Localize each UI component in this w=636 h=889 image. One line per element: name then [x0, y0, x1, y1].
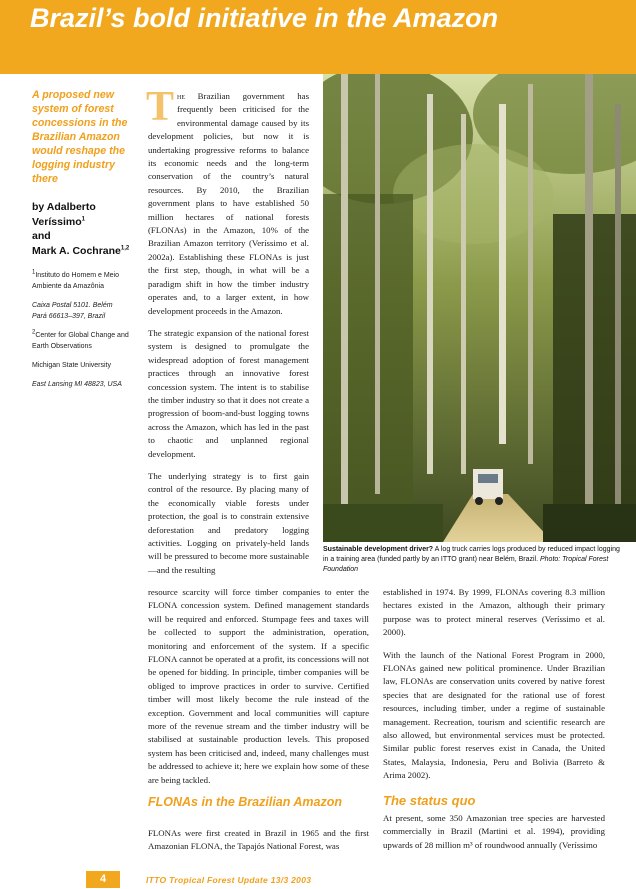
author-block: [32, 200, 142, 258]
affiliation-2-addr-text: East Lansing MI 48823, USA: [32, 381, 122, 388]
paragraph-2: The strategic expansion of the national forest system is designed to promulgate the widespread adoption of forest management practices through an innovative forest concession system. The intent is to stabilise the timber industry so that it does not create a progression of boom-and-bust logging towns across the Amazon, which has led in the past to chaotic and unplanned regional development.: [148, 327, 309, 459]
affiliation-2-org: [32, 330, 142, 352]
body-column-bottom-right: [383, 586, 605, 792]
running-footer: ITTO Tropical Forest Update 13/3 2003: [146, 875, 312, 885]
paragraph-3-continued: resource scarcity will force timber companies to enter the FLONA concession system. Defined management standards will be required and enforced. Stumpage fees and taxes will be collected to support the administration, operation, monitoring and enforcement of the system. If a specific FLONA cannot be operated at a profit, its concessions will not be opened for bidding. In principle, timber companies will be obliged to improve practices in order to survive. Certified timber will most likely become the rule instead of the exception. Government and local communities will capture more of the revenue stream and the timber industry will be stabilised at sustainable production levels. This proposed system has been criticised and, indeed, many challenges must be addressed to achieve it; here we explain how some of these are being tackled.: [148, 587, 369, 785]
body-column-bottom-right-2: [383, 812, 605, 861]
affiliation-2-sup: 2: [32, 329, 36, 336]
caption-text: A log truck carries logs produced by reduced impact logging in a training area (funded partly by an ITTO grant) near Belém, Brazil.: [323, 546, 620, 563]
paragraph-1-text: Brazilian government has frequently been criticised for the environmental damage caused by its development policies, but now it is undertaking progressive reforms to balance its economic needs and the long-term conservation of the country’s natural resources. By 2010, the Brazilian government plans to have established 50 million hectares of national forests (FLONAs) in the Amazon, 10% of the Brazilian Amazon territory (Veríssimo et al. 2002a). Establishing these FLONAs is just the first step, though, in what will be a paradigm shift in how the timber industry operates and, to a larger extent, in how development proceeds in the Amazon.: [148, 91, 309, 316]
author-and: and: [32, 230, 51, 242]
affiliation-1-sup: 1: [32, 269, 36, 276]
affiliation-2-org2: Michigan State University: [32, 362, 111, 369]
author-1: [32, 215, 142, 230]
page-number: 4: [86, 871, 120, 888]
affiliation-2: [32, 330, 142, 390]
paragraph-1: [146, 84, 309, 318]
author-1-name: Veríssimo: [32, 215, 82, 228]
author-2-name: Mark A. Cochrane: [32, 244, 121, 257]
photo-caption: [323, 545, 623, 575]
affiliation-1-org: [32, 270, 142, 292]
affiliation-1-addr2: [32, 311, 142, 322]
author-by-line: by Adalberto: [32, 201, 96, 213]
paragraph-3: The underlying strategy is to first gain control of the resource. By placing many of the economically viable forests under protection, the goal is to constrain extensive deforestation and predatory logging activities. Logging on privately-held lands will be pressured to become more sustainable—and the resulting: [148, 470, 309, 575]
caption-credit: Photo: Tropical Forest Foundation: [323, 556, 609, 573]
forest-photo-illustration: [323, 74, 636, 542]
affiliation-1-addr2-text: Pará 66613–397, Brazil: [32, 313, 106, 320]
paragraph-f1: FLONAs were first created in Brazil in 1965 and the first Amazonian FLONA, the Tapajós National Forest, was: [148, 828, 369, 852]
caption-title: Sustainable development driver?: [323, 546, 434, 553]
author-1-sup: 1: [81, 216, 85, 222]
affiliation-1-org-text: Instituto do Homem e Meio Ambiente da Amazônia: [32, 272, 119, 290]
forest-photo: [323, 74, 636, 542]
section-heading-status-quo: The status quo: [383, 793, 476, 808]
body-column-bottom-left: [148, 586, 369, 796]
paragraph-r1: established in 1974. By 1999, FLONAs covering 8.3 million hectares existed in the Amazon, although their primary purpose was to protect mineral reserves (Veríssimo et al. 2000).: [383, 587, 605, 638]
paragraph-1-lead: he: [177, 91, 186, 101]
paragraph-r2: With the launch of the National Forest Program in 2000, FLONAs gained new political prominence. Under Brazilian law, FLONAs are conservation units covered by native forest species that are designated for the rational use of forest resources, including timber, under a regime of sustainable management. Recreation, tourism and scientific research are also allowed, but environmental services must be protected. Similar public forest reserves exist in Canada, the United States, Malaysia, Indonesia, Peru and Bolivia (Barreto & Arima 2002).: [383, 649, 605, 781]
body-column-bottom-left-2: [148, 827, 369, 863]
article-title: Brazil’s bold initiative in the Amazon: [30, 3, 499, 33]
section-heading-flonas: FLONAs in the Brazilian Amazon: [148, 795, 343, 809]
article-deck: A proposed new system of forest concessions in the Brazilian Amazon would reshape the logging industry there: [32, 89, 128, 185]
affiliation-2-addr: [32, 379, 142, 390]
body-column-middle: [146, 84, 309, 586]
affiliation-1-addr1-text: Caixa Postal 5101. Belém: [32, 302, 113, 309]
author-2: [32, 244, 142, 259]
paragraph-s1: At present, some 350 Amazonian tree species are harvested commercially in Brazil (Martini et al. 1994), providing upwards of 28 million m³ of roundwood annually (Veríssimo: [383, 813, 605, 850]
affiliation-1: [32, 270, 142, 322]
affiliation-1-addr1: [32, 300, 142, 311]
affiliation-2-org-text: Center for Global Change and Earth Observations: [32, 332, 129, 350]
author-2-sup: 1,2: [120, 245, 130, 251]
drop-cap: T: [146, 84, 175, 130]
